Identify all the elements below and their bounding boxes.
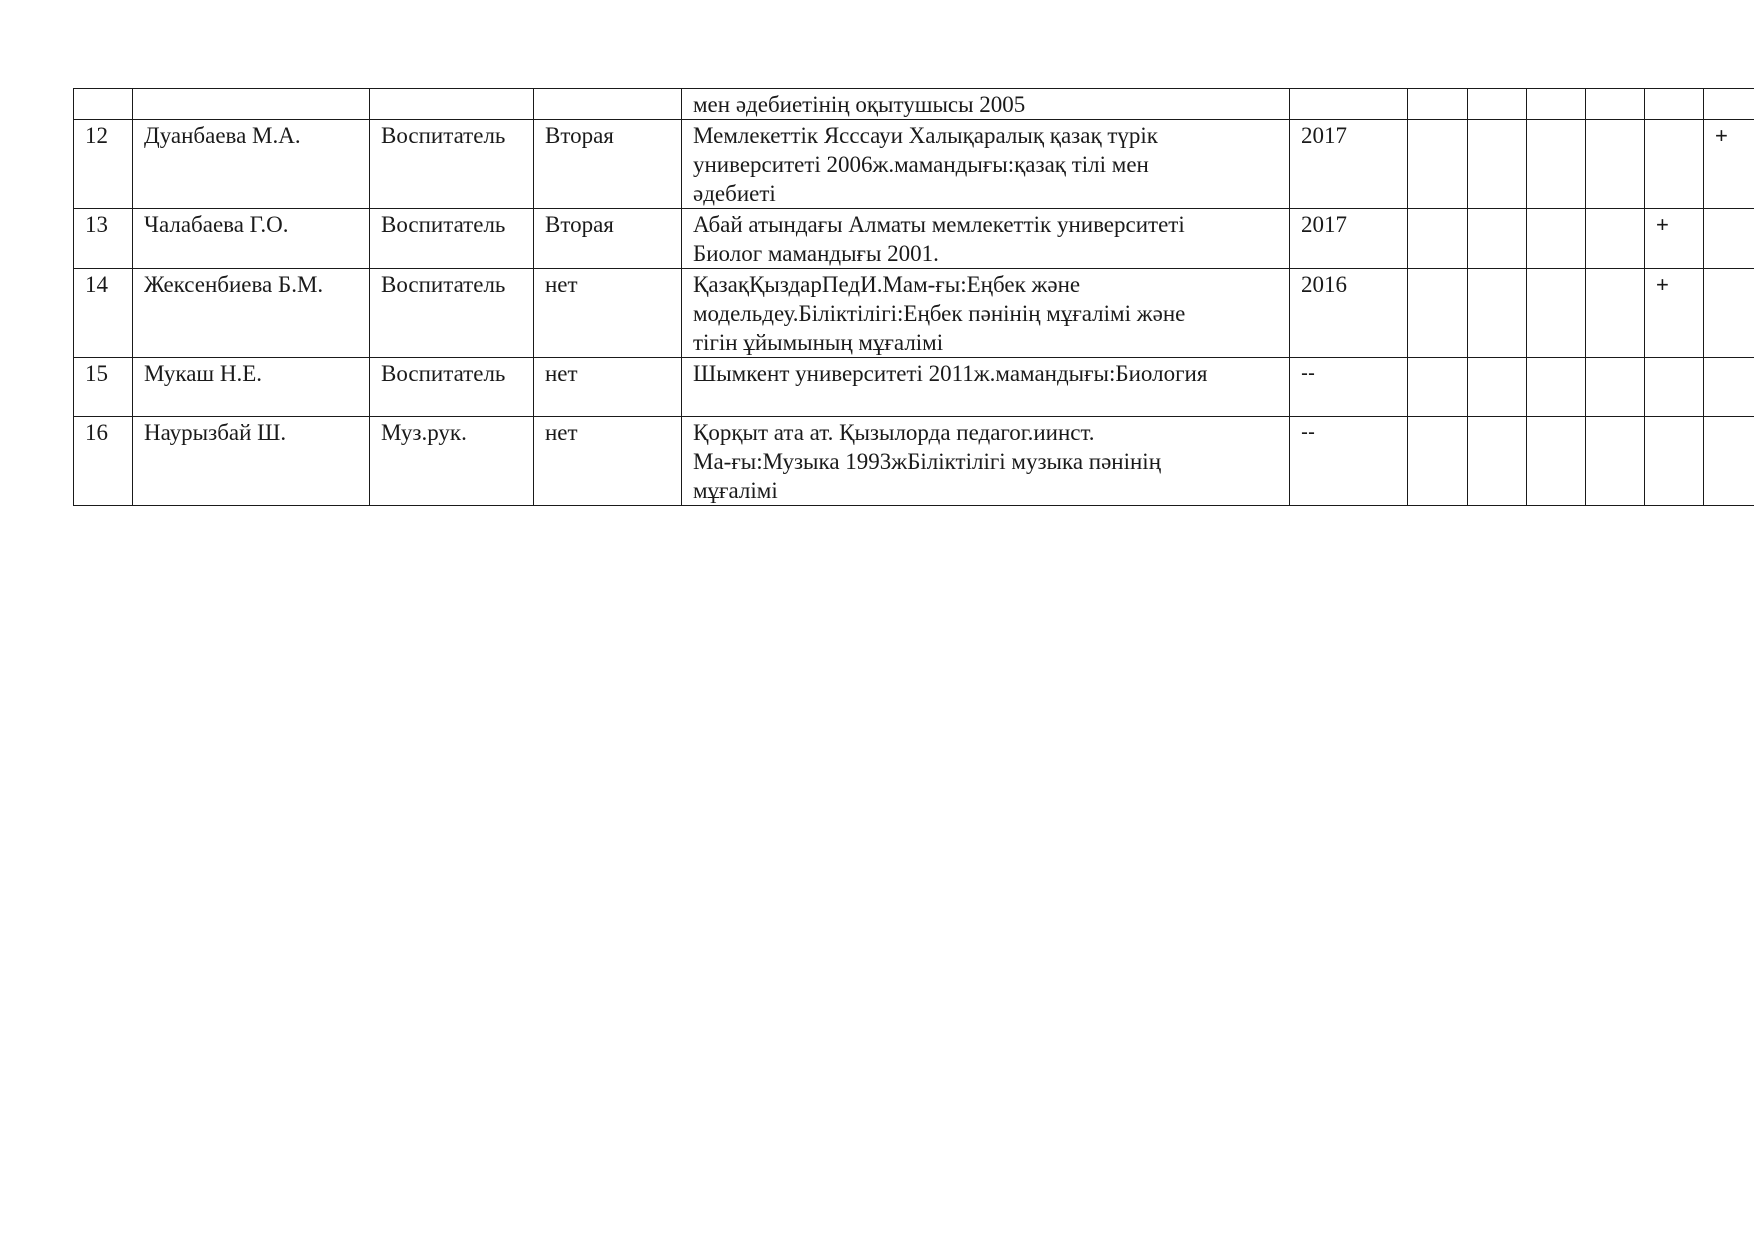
cell-mark — [1645, 89, 1704, 120]
cell-category: нет — [534, 417, 682, 506]
cell-mark — [1645, 120, 1704, 209]
cell-mark — [1468, 269, 1527, 358]
cell-mark — [1408, 209, 1468, 269]
education-line: университеті 2006ж.мамандығы:қазақ тілі мен — [693, 152, 1149, 177]
education-line: Мемлекеттік Ясссауи Халықаралық қазақ түрік — [693, 123, 1158, 148]
cell-mark — [1704, 89, 1754, 120]
table-row — [74, 269, 1754, 358]
cell-position: Воспитатель — [370, 209, 534, 269]
table-row-continuation — [74, 89, 1754, 120]
cell-mark — [1527, 417, 1586, 506]
cell-mark — [1586, 209, 1645, 269]
cell-mark — [1527, 209, 1586, 269]
cell-num — [74, 89, 133, 120]
table-row — [74, 209, 1754, 269]
cell-mark — [1527, 120, 1586, 209]
cell-mark — [1408, 358, 1468, 417]
cell-mark — [1527, 358, 1586, 417]
table-row — [74, 120, 1754, 209]
cell-category: Вторая — [534, 120, 682, 209]
cell-mark — [1704, 417, 1754, 506]
cell-mark — [1586, 89, 1645, 120]
education-line: Биолог мамандығы 2001. — [693, 241, 939, 266]
cell-year: 2017 — [1290, 209, 1408, 269]
cell-mark — [1704, 358, 1754, 417]
cell-mark — [1468, 358, 1527, 417]
cell-mark — [1586, 358, 1645, 417]
education-line: Қорқыт ата ат. Қызылорда педагог.иинст. — [693, 420, 1095, 445]
cell-mark — [1468, 120, 1527, 209]
cell-mark — [1408, 269, 1468, 358]
cell-mark: + — [1645, 209, 1704, 269]
cell-category: нет — [534, 269, 682, 358]
cell-mark — [1468, 209, 1527, 269]
cell-position: Муз.рук. — [370, 417, 534, 506]
cell-education — [682, 417, 1290, 506]
education-line: әдебиеті — [693, 181, 776, 206]
cell-category: Вторая — [534, 209, 682, 269]
education-line: Ма-ғы:Музыка 1993жБіліктілігі музыка пәнінің — [693, 449, 1162, 474]
cell-mark — [1408, 417, 1468, 506]
cell-name: Чалабаева Г.О. — [133, 209, 370, 269]
cell-category: нет — [534, 358, 682, 417]
cell-mark — [1408, 120, 1468, 209]
cell-mark — [1704, 209, 1754, 269]
cell-mark — [1586, 120, 1645, 209]
cell-num: 14 — [74, 269, 133, 358]
cell-num: 16 — [74, 417, 133, 506]
cell-education — [682, 269, 1290, 358]
cell-year — [1290, 89, 1408, 120]
cell-position: Воспитатель — [370, 120, 534, 209]
cell-mark — [1408, 89, 1468, 120]
cell-mark — [1704, 269, 1754, 358]
cell-mark: + — [1645, 269, 1704, 358]
table-body — [74, 89, 1754, 506]
cell-num: 12 — [74, 120, 133, 209]
cell-year: -- — [1290, 358, 1408, 417]
cell-position: Воспитатель — [370, 269, 534, 358]
cell-education — [682, 120, 1290, 209]
cell-num: 13 — [74, 209, 133, 269]
cell-mark — [1468, 89, 1527, 120]
cell-mark — [1645, 417, 1704, 506]
education-line: Шымкент университеті 2011ж.мамандығы:Биология — [693, 361, 1208, 386]
cell-mark — [1527, 269, 1586, 358]
cell-num: 15 — [74, 358, 133, 417]
cell-year: -- — [1290, 417, 1408, 506]
education-line: тігін ұйымының мұғалімі — [693, 330, 944, 355]
cell-mark: + — [1704, 120, 1754, 209]
cell-education: мен әдебиетінің оқытушысы 2005 — [682, 89, 1290, 120]
education-line: ҚазақҚыздарПедИ.Мам-ғы:Еңбек және — [693, 272, 1081, 297]
cell-name: Наурызбай Ш. — [133, 417, 370, 506]
cell-mark — [1468, 417, 1527, 506]
education-line: модельдеу.Біліктілігі:Еңбек пәнінің мұғалімі және — [693, 301, 1186, 326]
cell-year: 2016 — [1290, 269, 1408, 358]
cell-mark — [1586, 269, 1645, 358]
education-line: мұғалімі — [693, 478, 778, 503]
cell-year: 2017 — [1290, 120, 1408, 209]
table-row — [74, 417, 1754, 506]
cell-position: Воспитатель — [370, 358, 534, 417]
cell-name — [133, 89, 370, 120]
education-line: Абай атындағы Алматы мемлекеттік университеті — [693, 212, 1185, 237]
cell-education — [682, 209, 1290, 269]
table-row — [74, 358, 1754, 417]
cell-name: Жексенбиева Б.М. — [133, 269, 370, 358]
cell-name: Мукаш Н.Е. — [133, 358, 370, 417]
cell-category — [534, 89, 682, 120]
cell-position — [370, 89, 534, 120]
cell-education — [682, 358, 1290, 417]
cell-mark — [1586, 417, 1645, 506]
staff-table — [73, 88, 1754, 506]
cell-mark — [1527, 89, 1586, 120]
cell-name: Дуанбаева М.А. — [133, 120, 370, 209]
cell-mark — [1645, 358, 1704, 417]
